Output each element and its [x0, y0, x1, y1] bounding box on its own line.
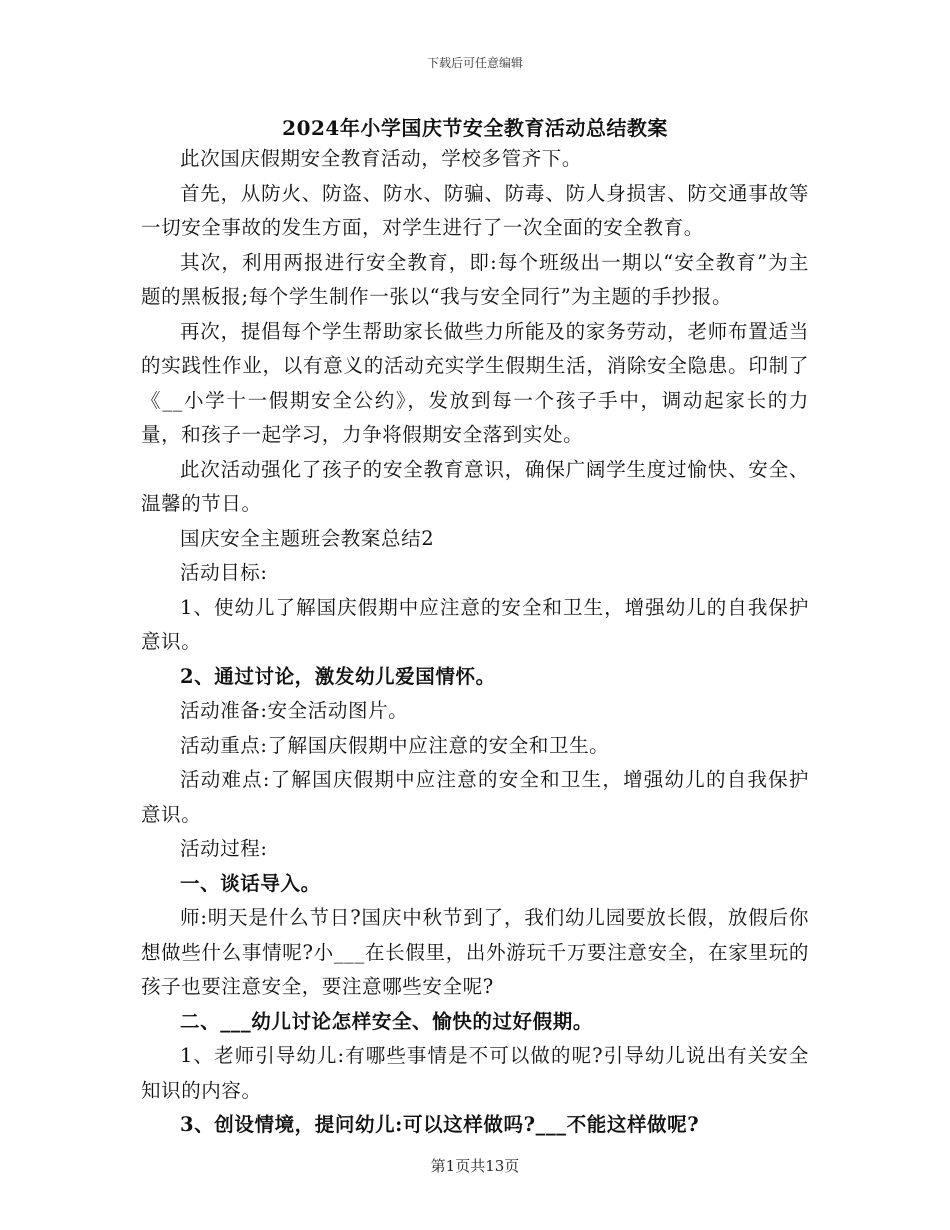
document-body — [141, 142, 809, 1143]
bold-paragraph: 3、创设情境，提问幼儿:可以这样做吗?___不能这样做呢? — [180, 1113, 700, 1136]
bold-paragraph: 一、谈话导入。 — [180, 871, 321, 895]
bold-paragraph: 2、通过讨论，激发幼儿爱国情怀。 — [180, 664, 496, 688]
section-heading: 国庆安全主题班会教案总结2 — [180, 526, 435, 550]
paragraph: 活动重点:了解国庆假期中应注意的安全和卫生。 — [180, 733, 610, 757]
paragraph: 再次，提倡每个学生帮助家长做些力所能及的家务劳动，老师布置适当的实践性作业，以有意义的活动充实学生假期生活，消除安全隐患。印制了《__小学十一假期安全公约》，发放到每一个孩子手中，调动起家长的力量，和孩子一起学习，力争将假期安全落到实处。 — [141, 319, 809, 446]
paragraph: 师:明天是什么节日?国庆中秋节到了，我们幼儿园要放长假，放假后你想做些什么事情呢?小___在长假里，出外游玩千万要注意安全，在家里玩的孩子也要注意安全，要注意哪些安全呢? — [141, 906, 809, 998]
paragraph: 此次活动强化了孩子的安全教育意识，确保广阔学生度过愉快、安全、温馨的节日。 — [141, 457, 809, 515]
paragraph: 活动难点:了解国庆假期中应注意的安全和卫生，增强幼儿的自我保护意识。 — [141, 768, 809, 826]
bold-paragraph: 二、___幼儿讨论怎样安全、愉快的过好假期。 — [180, 1009, 593, 1033]
paragraph: 活动目标: — [180, 561, 268, 584]
paragraph: 活动准备:安全活动图片。 — [180, 699, 409, 722]
paragraph: 其次，利用两报进行安全教育，即:每个班级出一期以“安全教育”为主题的黑板报;每个学生制作一张以“我与安全同行”为主题的手抄报。 — [141, 250, 809, 308]
paragraph: 活动过程: — [180, 837, 268, 860]
page-footer: 第1页共13页 — [430, 1157, 520, 1175]
paragraph: 1、使幼儿了解国庆假期中应注意的安全和卫生，增强幼儿的自我保护意识。 — [141, 595, 809, 653]
header-note: 下载后可任意编辑 — [426, 56, 523, 70]
paragraph: 首先，从防火、防盗、防水、防骗、防毒、防人身损害、防交通事故等一切安全事故的发生方面，对学生进行了一次全面的安全教育。 — [141, 181, 809, 239]
paragraph: 此次国庆假期安全教育活动，学校多管齐下。 — [180, 147, 583, 170]
document-title: 2024年小学国庆节安全教育活动总结教案 — [282, 116, 668, 140]
paragraph: 1、老师引导幼儿:有哪些事情是不可以做的呢?引导幼儿说出有关安全知识的内容。 — [141, 1044, 809, 1102]
